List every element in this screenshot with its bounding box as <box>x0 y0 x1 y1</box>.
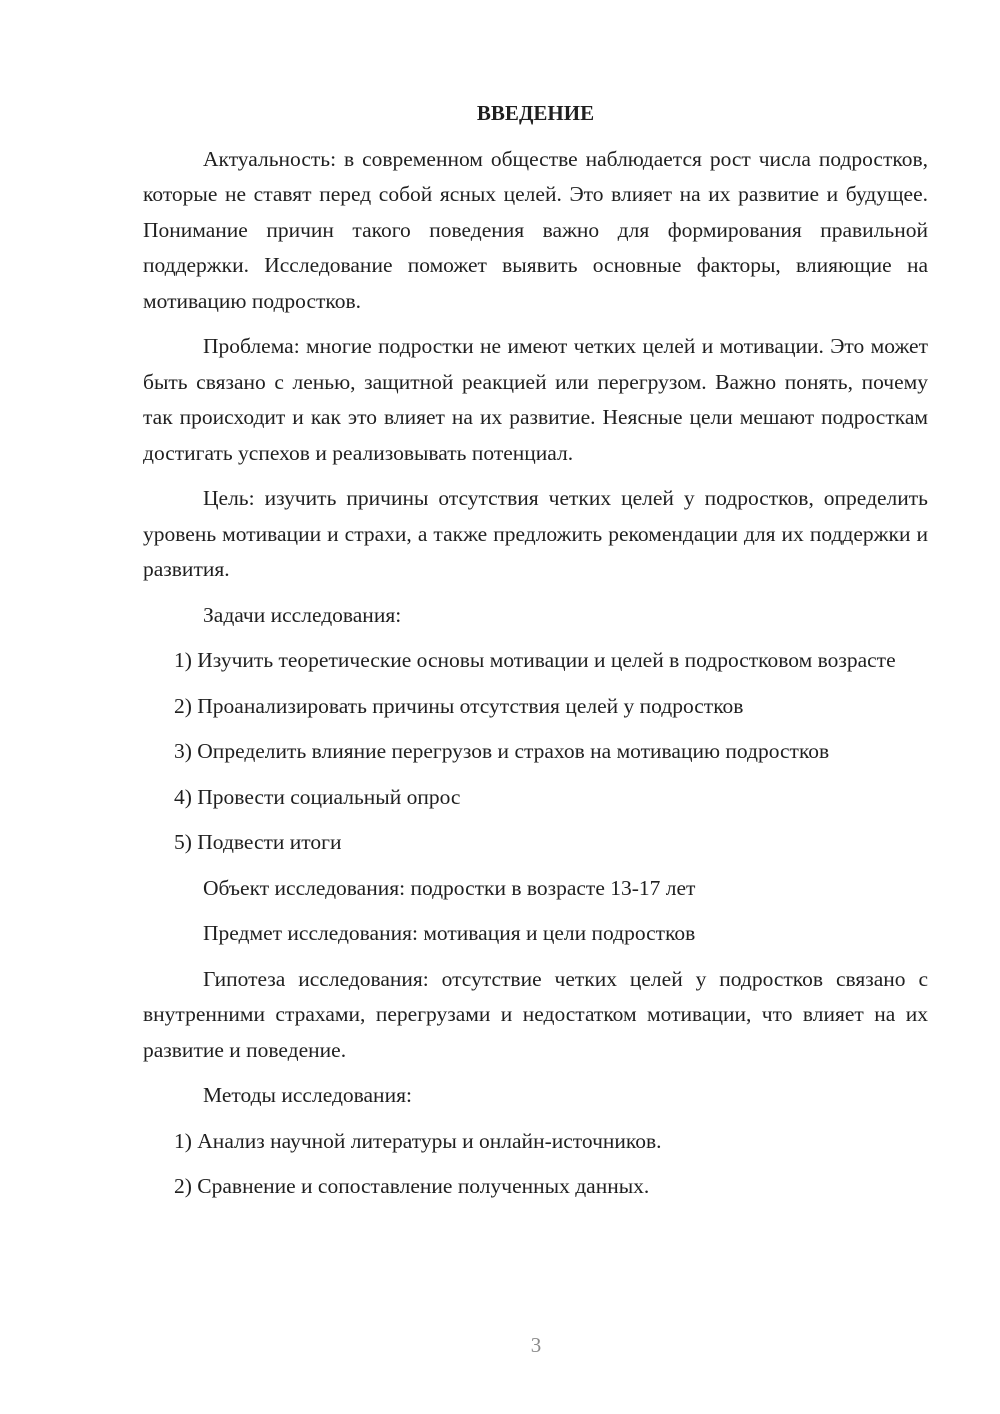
page-content <box>143 96 928 1215</box>
section-title: ВВЕДЕНИЕ <box>476 101 595 125</box>
task-item-3: 3) Определить влияние перегрузов и страхов на мотивацию подростков <box>174 739 830 763</box>
relevance-paragraph: Актуальность: в современном обществе наблюдается рост числа подростков, которые не ставят перед собой ясных целей. Это влияет на их развитие и будущее. Понимание причин такого поведения важно для формирования правильной поддержки. Исследование поможет выявить основные факторы, влияющие на мотивацию подростков. <box>143 146 928 313</box>
task-item-4: 4) Провести социальный опрос <box>174 784 461 809</box>
task-item-2: 2) Проанализировать причины отсутствия целей у подростков <box>174 693 744 718</box>
method-item-2: 2) Сравнение и сопоставление полученных данных. <box>174 1174 650 1198</box>
object-line: Объект исследования: подростки в возрасте 13-17 лет <box>203 875 696 900</box>
method-item-1: 1) Анализ научной литературы и онлайн-источников. <box>174 1128 662 1153</box>
page-number: 3 <box>530 1333 542 1357</box>
tasks-heading: Задачи исследования: <box>203 602 402 627</box>
methods-heading: Методы исследования: <box>203 1083 412 1107</box>
problem-paragraph: Проблема: многие подростки не имеют четких целей и мотивации. Это может быть связано с ленью, защитной реакцией или перегрузом. Важно понять, почему так происходит и как это влияет на их развитие. Неясные цели мешают подросткам достигать успехов и реализовывать потенциал. <box>143 334 928 465</box>
task-item-5: 5) Подвести итоги <box>174 830 342 854</box>
subject-line: Предмет исследования: мотивация и цели подростков <box>203 921 696 945</box>
hypothesis-paragraph: Гипотеза исследования: отсутствие четких целей у подростков связано с внутренними страхами, перегрузами и недостатком мотивации, что влияет на их развитие и поведение. <box>143 966 928 1062</box>
goal-paragraph: Цель: изучить причины отсутствия четких целей у подростков, определить уровень мотивации и страхи, а также предложить рекомендации для их поддержки и развития. <box>143 486 928 581</box>
task-item-1: 1) Изучить теоретические основы мотивации и целей в подростковом возрасте <box>174 648 896 672</box>
